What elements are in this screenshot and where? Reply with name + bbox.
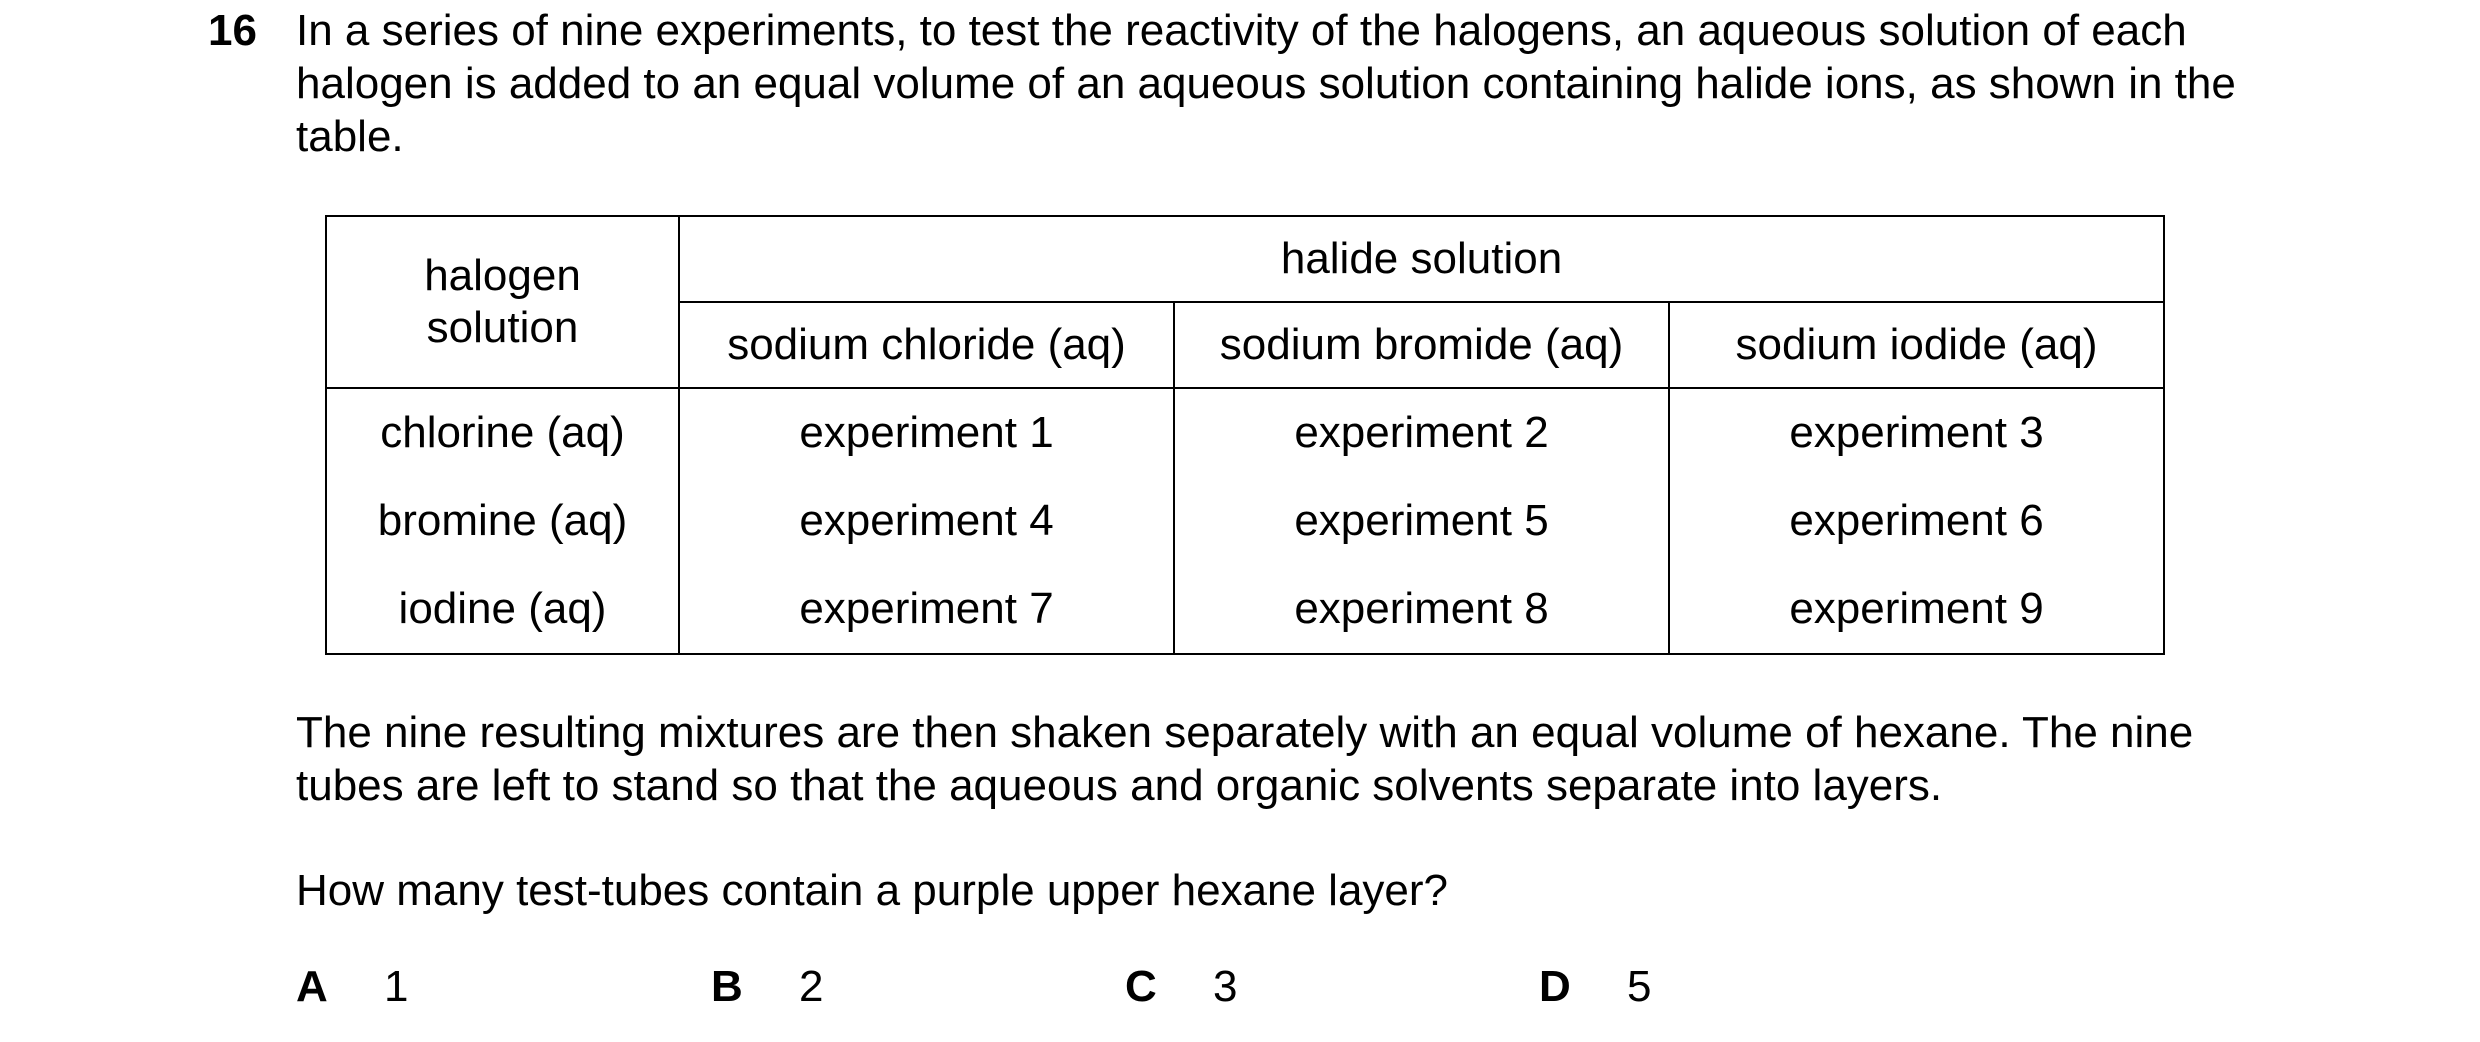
column-header: sodium iodide (aq) (1669, 302, 2164, 388)
option-letter: C (1125, 962, 1157, 1011)
answer-option-b[interactable] (711, 960, 823, 1014)
question-prompt: How many test-tubes contain a purple upper hexane layer? (296, 866, 1449, 915)
answer-option-d[interactable] (1539, 960, 1651, 1014)
option-value: 3 (1213, 962, 1238, 1011)
option-value: 5 (1627, 962, 1652, 1011)
corner-header-line1: halogen (424, 251, 581, 300)
answer-option-c[interactable] (1125, 960, 1237, 1014)
question-number: 16 (208, 6, 257, 55)
halogen-solution-header (326, 216, 679, 388)
table-cell: experiment 7 (679, 565, 1174, 654)
option-letter: A (296, 962, 328, 1011)
corner-header-line2: solution (426, 303, 579, 352)
table-row (326, 388, 2164, 477)
column-header: sodium chloride (aq) (679, 302, 1174, 388)
table-cell: experiment 2 (1174, 388, 1669, 477)
answer-option-a[interactable] (296, 960, 408, 1014)
table-cell: experiment 1 (679, 388, 1174, 477)
question-context: The nine resulting mixtures are then shaken separately with an equal volume of hexane. The nine tubes are left to stand so that the aqueous and organic solvents separate into layers. (296, 708, 2194, 810)
halide-solution-header: halide solution (679, 216, 2164, 302)
experiments-table (325, 215, 2165, 655)
option-value: 1 (384, 962, 409, 1011)
option-letter: B (711, 962, 743, 1011)
table-cell: experiment 6 (1669, 477, 2164, 565)
question-intro: In a series of nine experiments, to test the reactivity of the halogens, an aqueous solution of each halogen is added to an equal volume of an aqueous solution containing halide ions, as shown in the table. (296, 6, 2236, 161)
table-cell: experiment 8 (1174, 565, 1669, 654)
table-cell: experiment 4 (679, 477, 1174, 565)
row-header: chlorine (aq) (326, 388, 679, 477)
column-header: sodium bromide (aq) (1174, 302, 1669, 388)
table-cell: experiment 9 (1669, 565, 2164, 654)
table-cell: experiment 5 (1174, 477, 1669, 565)
option-letter: D (1539, 962, 1571, 1011)
table-row (326, 565, 2164, 654)
table-cell: experiment 3 (1669, 388, 2164, 477)
row-header: bromine (aq) (326, 477, 679, 565)
option-value: 2 (799, 962, 824, 1011)
table-row (326, 477, 2164, 565)
row-header: iodine (aq) (326, 565, 679, 654)
